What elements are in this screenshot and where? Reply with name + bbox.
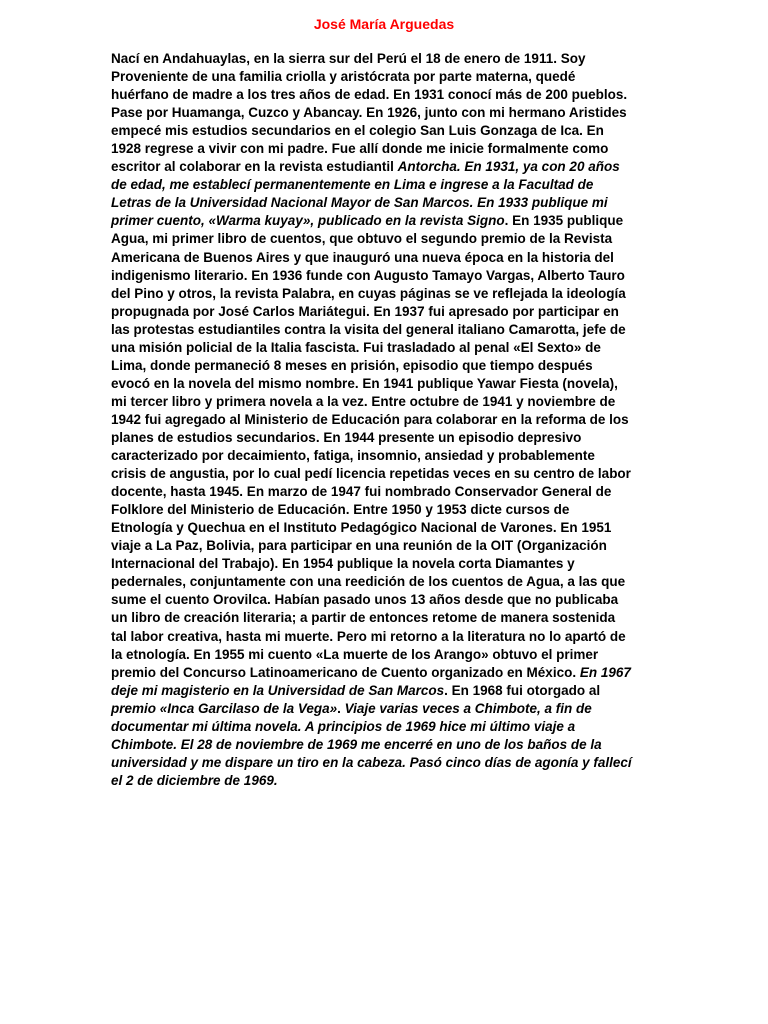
italic-text-run: el 2 de diciembre de 1969. xyxy=(111,772,278,788)
text-run: Folklore del Ministerio de Educación. Entre 1950 y 1953 dicte cursos de xyxy=(111,502,570,518)
text-line xyxy=(111,68,663,86)
text-line xyxy=(111,646,663,664)
text-line xyxy=(111,267,663,285)
text-line xyxy=(111,682,663,700)
text-line xyxy=(111,718,663,736)
text-line xyxy=(111,393,663,411)
text-run: Internacional del Trabajo). En 1954 publique la novela corta Diamantes y xyxy=(111,556,575,572)
text-run: premio del Concurso Latinoamericano de Cuento organizado en México. xyxy=(111,664,580,680)
text-run: 1942 fui agregado al Ministerio de Educación para colaborar en la reforma de los xyxy=(111,411,629,427)
text-line xyxy=(111,140,663,158)
text-run: del Pino y otros, la revista Palabra, en cuyas páginas se ve reflejada la ideología xyxy=(111,285,626,301)
text-run: sume el cuento Orovilca. Habían pasado unos 13 años desde que no publicaba xyxy=(111,592,619,608)
text-run: Lima, donde permaneció 8 meses en prisión, episodio que tiempo después xyxy=(111,357,593,373)
text-run: evocó en la novela del mismo nombre. En 1941 publique Yawar Fiesta (novela), xyxy=(111,375,618,391)
text-line xyxy=(111,700,663,718)
text-line xyxy=(111,736,663,754)
italic-text-run: primer cuento, «Warma kuyay», publicado en la revista Signo xyxy=(111,213,505,229)
italic-text-run: Letras de la Universidad Nacional Mayor de San Marcos. En 1933 publique mi xyxy=(111,195,608,211)
text-line xyxy=(111,122,663,140)
text-run: propugnada por José Carlos Mariátegui. En 1937 fui apresado por participar en xyxy=(111,303,619,319)
text-line xyxy=(111,321,663,339)
biography-text xyxy=(111,50,663,790)
text-line xyxy=(111,285,663,303)
text-line xyxy=(111,249,663,267)
italic-text-run: Chimbote. El 28 de noviembre de 1969 me encerré en uno de los baños de la xyxy=(111,736,602,752)
text-line xyxy=(111,339,663,357)
text-run: mi tercer libro y primera novela a la vez. Entre octubre de 1941 y noviembre de xyxy=(111,393,616,409)
text-line xyxy=(111,429,663,447)
text-run: Pase por Huamanga, Cuzco y Abancay. En 1926, junto con mi hermano Aristides xyxy=(111,105,627,121)
italic-text-run: Antorcha. En 1931, ya con 20 años xyxy=(397,159,620,175)
text-run: un libro de creación literaria; a partir de entonces retome de manera sostenida xyxy=(111,610,616,626)
text-run: Etnología y Quechua en el Instituto Pedagógico Nacional de Varones. En 1951 xyxy=(111,520,612,536)
page-title: José María Arguedas xyxy=(313,16,455,32)
text-run: empecé mis estudios secundarios en el colegio San Luis Gonzaga de Ica. En xyxy=(111,123,604,139)
text-run: crisis de angustia, por lo cual pedí licencia repetidas veces en su centro de labor xyxy=(111,466,631,482)
italic-text-run: de edad, me establecí permanentemente en Lima e ingrese a la Facultad de xyxy=(111,177,594,193)
text-line xyxy=(111,212,663,230)
text-line xyxy=(111,501,663,519)
text-run: docente, hasta 1945. En marzo de 1947 fui nombrado Conservador General de xyxy=(111,484,612,500)
text-line xyxy=(111,555,663,573)
italic-text-run: universidad y me dispare un tiro en la cabeza. Pasó cinco días de agonía y fallecí xyxy=(111,754,632,770)
text-run: planes de estudios secundarios. En 1944 presente un episodio depresivo xyxy=(111,429,582,445)
text-run: caracterizado por decaimiento, fatiga, insomnio, ansiedad y probablemente xyxy=(111,448,595,464)
text-line xyxy=(111,50,663,68)
text-run: Nací en Andahuaylas, en la sierra sur del Perú el 18 de enero de 1911. Soy xyxy=(111,51,586,66)
text-line xyxy=(111,104,663,122)
text-run: . En 1968 fui otorgado al xyxy=(444,682,601,698)
text-run: Agua, mi primer libro de cuentos, que obtuvo el segundo premio de la Revista xyxy=(111,231,613,247)
italic-text-run: Viaje varias veces a Chimbote, a fin de xyxy=(344,700,592,716)
text-line xyxy=(111,537,663,555)
text-line xyxy=(111,447,663,465)
text-run: tal labor creativa, hasta mi muerte. Pero mi retorno a la literatura no lo apartó de xyxy=(111,628,626,644)
text-line xyxy=(111,86,663,104)
text-line xyxy=(111,772,663,790)
text-line xyxy=(111,176,663,194)
text-line xyxy=(111,194,663,212)
text-run: viaje a La Paz, Bolivia, para participar en una reunión de la OIT (Organización xyxy=(111,538,607,554)
text-run: escritor al colaborar en la revista estudiantil xyxy=(111,159,398,175)
text-line xyxy=(111,357,663,375)
text-line xyxy=(111,664,663,682)
italic-text-run: documentar mi última novela. A principios de 1969 hice mi último viaje a xyxy=(111,718,576,734)
text-line xyxy=(111,411,663,429)
italic-text-run: premio «Inca Garcilaso de la Vega» xyxy=(111,700,338,716)
text-line xyxy=(111,628,663,646)
text-line xyxy=(111,375,663,393)
text-run: . xyxy=(337,700,345,716)
text-run: huérfano de madre a los tres años de edad. En 1931 conocí más de 200 pueblos. xyxy=(111,87,628,103)
text-run: pedernales, conjuntamente con una reedición de los cuentos de Agua, a las que xyxy=(111,574,626,590)
text-run: la etnología. En 1955 mi cuento «La muerte de los Arango» obtuvo el primer xyxy=(111,646,599,662)
italic-text-run: En 1967 xyxy=(579,664,631,680)
text-line xyxy=(111,230,663,248)
text-line xyxy=(111,754,663,772)
text-run: las protestas estudiantiles contra la visita del general italiano Camarotta, jefe de xyxy=(111,321,626,337)
text-run: una misión policial de la Italia fascista. Fui trasladado al penal «El Sexto» de xyxy=(111,339,601,355)
text-line xyxy=(111,158,663,176)
text-run: Americana de Buenos Aires y que inauguró una nueva época en la historia del xyxy=(111,249,614,265)
text-run: . En 1935 publique xyxy=(504,213,624,229)
text-line xyxy=(111,591,663,609)
text-run: 1928 regrese a vivir con mi padre. Fue allí donde me inicie formalmente como xyxy=(111,141,609,157)
text-line xyxy=(111,465,663,483)
text-line xyxy=(111,303,663,321)
text-line xyxy=(111,483,663,501)
italic-text-run: deje mi magisterio en la Universidad de San Marcos xyxy=(111,682,445,698)
text-run: Proveniente de una familia criolla y aristócrata por parte materna, quedé xyxy=(111,69,576,85)
text-run: indigenismo literario. En 1936 funde con Augusto Tamayo Vargas, Alberto Tauro xyxy=(111,267,625,283)
text-line xyxy=(111,609,663,627)
text-line xyxy=(111,573,663,591)
text-line xyxy=(111,519,663,537)
